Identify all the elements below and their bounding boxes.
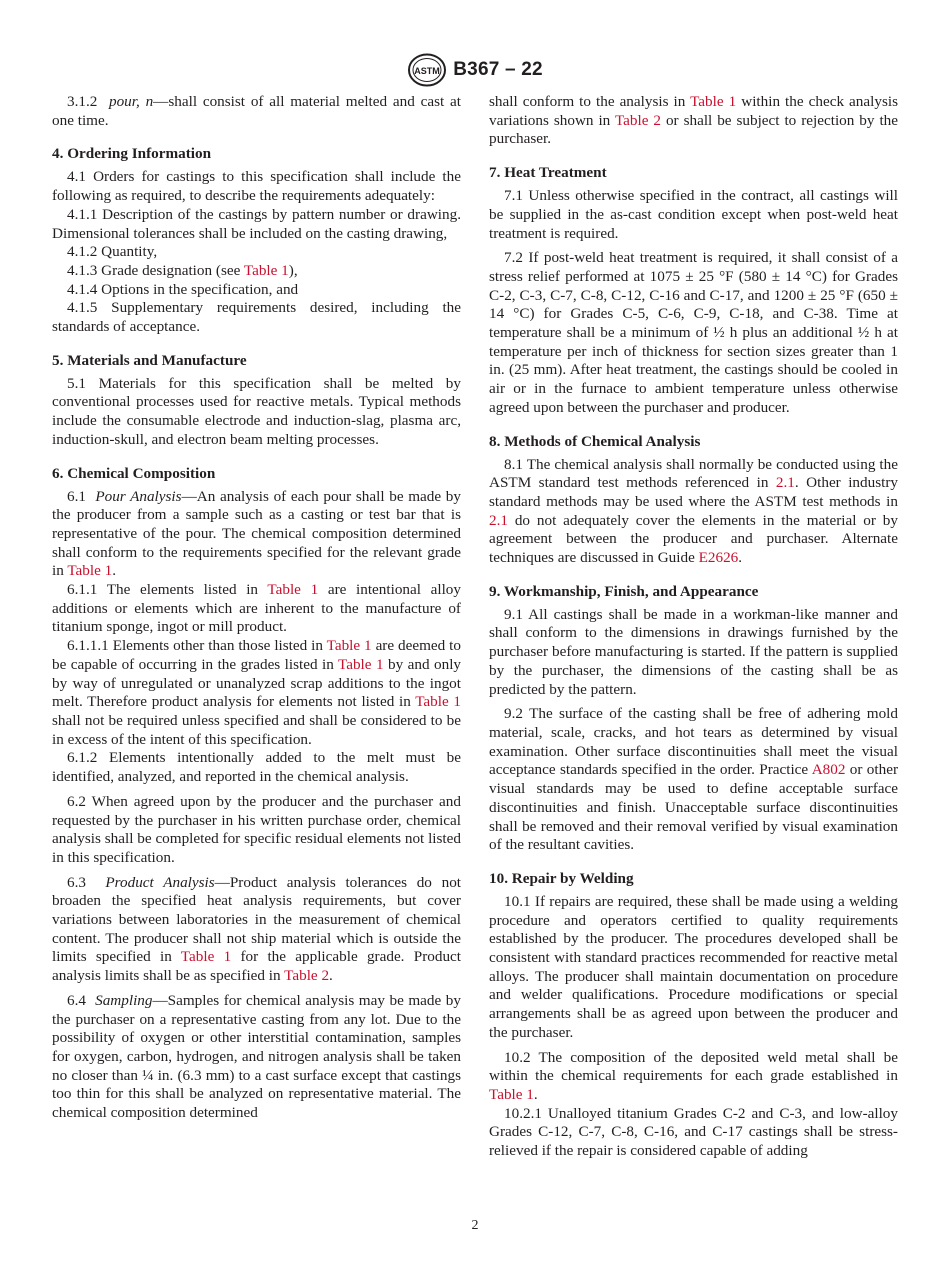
- para-10-1: 10.1 If repairs are required, these shall be made using a welding procedure and operators certified to quality requirements established by the producer. The procedures developed shall be consistent with standard practices recommended for reactive metal alloys. The producer shall maintain documentation on procedure and welder qualifications. Procedure modifications or special arrangements shall be as agreed upon between the producer and the purchaser.: [489, 892, 898, 1041]
- para-5-1: 5.1 Materials for this specification shall be melted by conventional processes used for reactive metals. Typical methods include the consumable electrode and induction-slag, plasma arc, induction-skull, and electron beam melting processes.: [52, 374, 461, 448]
- table-1-link[interactable]: Table 1: [415, 693, 461, 711]
- para-4-1-3: 4.1.3 Grade designation (see Table 1),: [67, 261, 298, 279]
- para-6-1: 6.1 Pour Analysis—An analysis of each pour shall be made by the producer from a sample such as a casting or test bar that is representative of the pour. The chemical composition determined shall conform to the requirements specified for the relevant grade in Table 1.: [52, 487, 461, 580]
- table-1-link[interactable]: Table 1: [243, 261, 289, 279]
- para-4-1-5: 4.1.5 Supplementary requirements desired, including the standards of acceptance.: [52, 299, 461, 336]
- table-1-link[interactable]: Table 1: [180, 948, 232, 966]
- table-1-link[interactable]: Table 1: [338, 655, 384, 673]
- para-7-1: 7.1 Unless otherwise specified in the contract, all castings will be supplied in the as-cast condition except when post-weld heat treatment is required.: [489, 187, 898, 242]
- page-number: 2: [471, 1218, 479, 1233]
- section-4-heading: 4. Ordering Information: [52, 145, 212, 163]
- para-6-4-continued: shall conform to the analysis in Table 1 within the check analysis variations shown in Table 2 or shall be subject to rejection by the purchaser.: [489, 93, 899, 148]
- section-9-heading: 9. Workmanship, Finish, and Appearance: [489, 582, 759, 600]
- para-7-2: 7.2 If post-weld heat treatment is required, it shall consist of a stress relief performed at 1075 ± 25 °F (580 ± 14 °C) for Grades C-2, C-3, C-7, C-8, C-12, C-16 and C-17, and 1200 ± 25 °F (650 ± 14 °C) for Grades C-5, C-6, C-9, C-18, and C-38. Time at temperature shall be a minimum of ½ h plus an additional ½ h at temperature per inch of thickness for section sizes greater than 1 in. (25 mm). After heat treatment, the castings should be cooled in air or in the furnace to ambient temperature unless otherwise agreed upon between the purchaser and producer.: [489, 249, 898, 416]
- section-2-1-link[interactable]: 2.1: [775, 474, 795, 492]
- section-2-1-link[interactable]: 2.1: [489, 511, 508, 529]
- a802-link[interactable]: A802: [811, 761, 846, 779]
- astm-logo-icon: [407, 53, 447, 87]
- section-10-heading: 10. Repair by Welding: [489, 869, 634, 887]
- para-6-1-1-1: 6.1.1.1 Elements other than those listed in Table 1 are deemed to be capable of occurring in the grades listed in Table 1 by and only by way of unregulated or unanalyzed scrap additions to the ingot melt. Therefore product analysis for elements not listed in Table 1 shall not be required unless specified and shall be considered to be in excess of the intent of this specification.: [52, 637, 462, 748]
- table-1-link[interactable]: Table 1: [326, 637, 372, 655]
- table-1-link[interactable]: Table 1: [489, 1085, 534, 1103]
- para-6-1-2: 6.1.2 Elements intentionally added to the melt must be identified, analyzed, and reported in the chemical analysis.: [52, 749, 461, 786]
- table-2-link[interactable]: Table 2: [614, 111, 662, 129]
- section-7-heading: 7. Heat Treatment: [489, 164, 607, 182]
- table-1-link[interactable]: Table 1: [690, 93, 737, 110]
- para-9-2: 9.2 The surface of the casting shall be free of adhering mold material, scale, cracks, and hot tears as determined by visual examination. Other surface discontinuities shall meet the visual acceptance standards specified in the order. Practice A802 or other visual standards may be used to define acceptable surface discontinuities and finish. Unacceptable surface discontinuities shall be removed and their removal verified by visual examination of the resultant cavities.: [489, 705, 898, 854]
- astm-logo-text: ASTM: [414, 66, 440, 76]
- para-10-2: 10.2 The composition of the deposited weld metal shall be within the chemical requirements for each grade established in Table 1.: [489, 1048, 898, 1103]
- para-8-1: 8.1 The chemical analysis shall normally be conducted using the ASTM standard test methods referenced in 2.1. Other industry standard methods may be used where the ASTM test methods in 2.1 do not adequately cover the elements in the material or by agreement between the producer and purchaser. Alternate techniques are discussed in Guide E2626.: [489, 455, 898, 567]
- left-column: [52, 93, 461, 1123]
- para-3-1-2: 3.1.2 pour, n—shall consist of all material melted and cast at one time.: [52, 93, 461, 129]
- para-6-2: 6.2 When agreed upon by the producer and the purchaser and requested by the purchaser in his written purchase order, chemical analysis shall be completed for specific residual elements not listed in this specification.: [52, 792, 461, 866]
- right-column: [489, 93, 898, 1161]
- section-8-heading: 8. Methods of Chemical Analysis: [489, 432, 701, 450]
- para-6-1-1: 6.1.1 The elements listed in Table 1 are intentional alloy additions or elements which are inherent to the manufacture of titanium sponge, ingot or mill product.: [52, 581, 461, 636]
- para-6-4: 6.4 Sampling—Samples for chemical analysis may be made by the purchaser on a representative casting from any lot. Due to the possibility of oxygen or other interstitial contamination, samples for oxygen, carbon, hydrogen, and nitrogen analysis shall be taken no closer than ¼ in. (6.3 mm) to a cast surface except that castings too thin for this shall be analyzed on representative material. The chemical composition determined: [52, 991, 461, 1122]
- designation: B367 – 22: [453, 59, 543, 80]
- page-header: [0, 52, 950, 88]
- table-2-link[interactable]: Table 2: [284, 967, 330, 985]
- para-4-1-1: 4.1.1 Description of the castings by pattern number or drawing. Dimensional tolerances shall be included on the casting drawing,: [52, 205, 461, 242]
- section-5-heading: 5. Materials and Manufacture: [52, 351, 247, 369]
- table-1-link[interactable]: Table 1: [67, 562, 113, 580]
- para-6-3: 6.3 Product Analysis—Product analysis tolerances do not broaden the specified heat analysis requirements, but cover variations between laboratories in the measurement of chemical content. The producer shall not ship material which is outside the limits specified in Table 1 for the applicable grade. Product analysis limits shall be as specified in Table 2.: [52, 873, 462, 985]
- para-4-1-4: 4.1.4 Options in the specification, and: [67, 280, 299, 298]
- para-4-1-2: 4.1.2 Quantity,: [67, 243, 158, 261]
- table-1-link[interactable]: Table 1: [267, 581, 319, 599]
- e2626-link[interactable]: E2626: [698, 549, 739, 567]
- section-6-heading: 6. Chemical Composition: [52, 464, 216, 482]
- para-10-2-1: 10.2.1 Unalloyed titanium Grades C-2 and C-3, and low-alloy Grades C-12, C-7, C-8, C-16, and C-17 castings shall be stress-relieved if the repair is considered capable of adding: [489, 1104, 898, 1160]
- para-4-1: 4.1 Orders for castings to this specification shall include the following as required, to describe the requirements adequately:: [52, 168, 461, 205]
- para-9-1: 9.1 All castings shall be made in a workman-like manner and shall conform to the dimensions in drawings furnished by the purchaser before manufacturing is started. If the pattern is supplied by the purchaser, the dimensions of the casting shall be as predicted by the pattern.: [489, 605, 898, 698]
